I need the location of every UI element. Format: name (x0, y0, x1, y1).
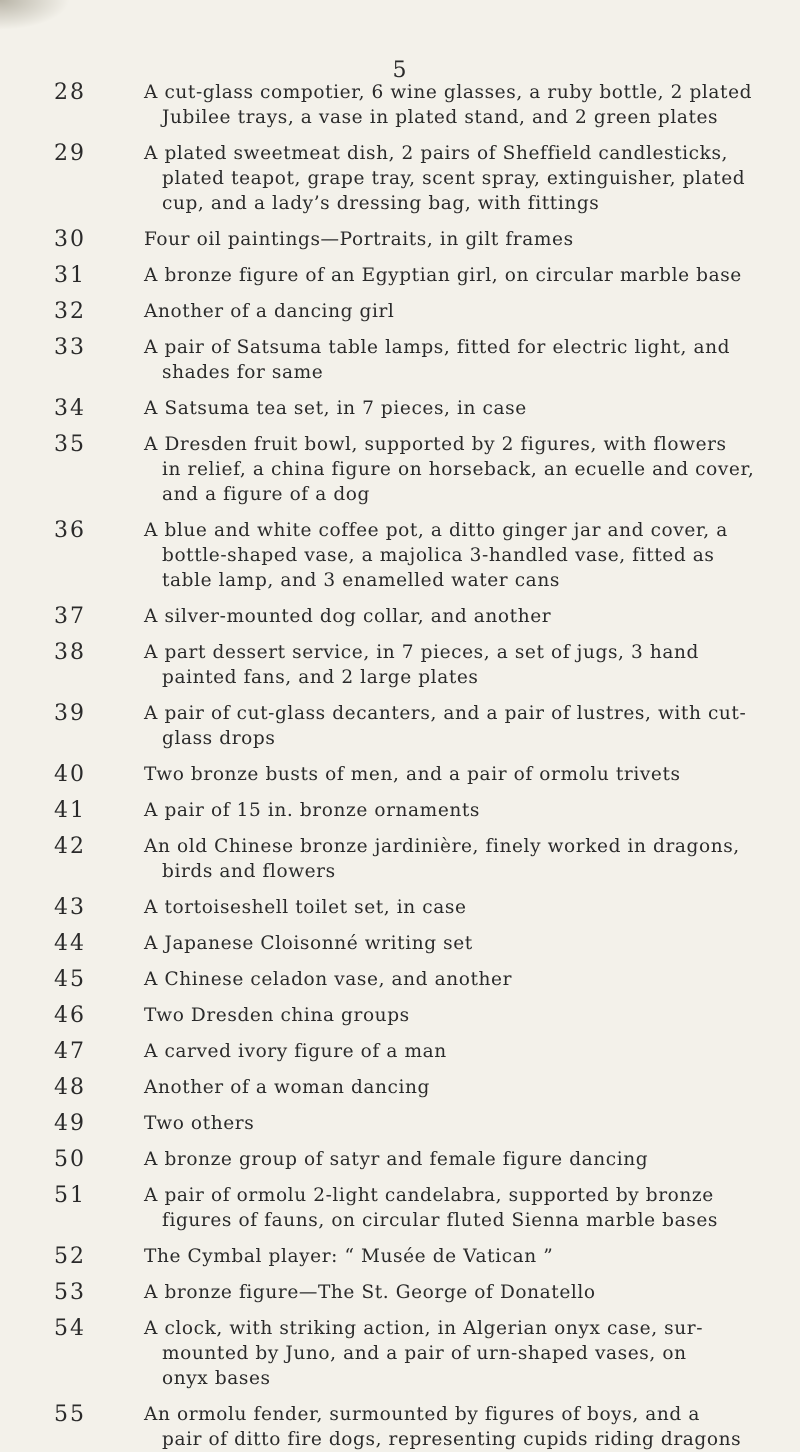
lot-number: 51 (54, 1183, 86, 1208)
lot-description-line: shades for same (162, 362, 324, 383)
lot-description-line: A bronze figure—The St. George of Donatello (144, 1282, 596, 1303)
lot-description (144, 80, 776, 130)
page-number: 5 (392, 58, 408, 83)
lot-description-line: A bronze figure of an Egyptian girl, on circular marble base (144, 265, 742, 286)
lot-description-line: Jubilee trays, a vase in plated stand, and 2 green plates (162, 107, 719, 128)
lot-number: 49 (54, 1111, 86, 1136)
lot-description-line: A plated sweetmeat dish, 2 pairs of Sheffield candlesticks, (144, 143, 729, 164)
lot-description-line: A Chinese celadon vase, and another (144, 969, 513, 990)
lot-description-line: The Cymbal player: “ Musée de Vatican ” (144, 1246, 554, 1267)
lot-number: 39 (54, 701, 86, 726)
lot-description-line: A pair of cut-glass decanters, and a pair of lustres, with cut- (144, 703, 747, 724)
lot-description (144, 1183, 776, 1233)
lot-number: 42 (54, 834, 86, 859)
lot-description (144, 263, 776, 288)
lot-description-line: and a figure of a dog (162, 484, 370, 505)
lot-description (144, 518, 776, 593)
lot-description (144, 227, 776, 252)
lot-number: 33 (54, 335, 86, 360)
lot-description (144, 834, 776, 884)
lot-description (144, 931, 776, 956)
lot-number: 31 (54, 263, 86, 288)
lot-description-line: A bronze group of satyr and female figure dancing (144, 1149, 649, 1170)
lot-description-line: painted fans, and 2 large plates (162, 667, 479, 688)
lot-number: 55 (54, 1402, 86, 1427)
lot-description (144, 701, 776, 751)
lot-description-line: A blue and white coffee pot, a ditto ginger jar and cover, a (144, 520, 728, 541)
lot-description (144, 1244, 776, 1269)
lot-description-line: Another of a woman dancing (144, 1077, 430, 1098)
lot-description-line: Two Dresden china groups (144, 1005, 410, 1026)
lot-description (144, 1147, 776, 1172)
lot-number: 32 (54, 299, 86, 324)
lot-description-line: A Dresden fruit bowl, supported by 2 figures, with flowers (144, 434, 727, 455)
lot-description (144, 798, 776, 823)
lot-description-line: figures of fauns, on circular fluted Sienna marble bases (162, 1210, 718, 1231)
lot-description (144, 1003, 776, 1028)
lot-description-line: cup, and a lady’s dressing bag, with fittings (162, 193, 600, 214)
lot-number: 54 (54, 1316, 86, 1341)
lot-number: 28 (54, 80, 86, 105)
lot-description (144, 1111, 776, 1136)
lot-description (144, 1039, 776, 1064)
lot-number: 29 (54, 141, 86, 166)
lot-description (144, 762, 776, 787)
lot-description (144, 967, 776, 992)
lot-description-line: A silver-mounted dog collar, and another (144, 606, 552, 627)
lot-description-line: A carved ivory figure of a man (144, 1041, 447, 1062)
lot-number: 52 (54, 1244, 86, 1269)
lot-number: 36 (54, 518, 86, 543)
lot-description-line: An old Chinese bronze jardinière, finely worked in dragons, (144, 836, 740, 857)
lot-description (144, 604, 776, 629)
lot-description-line: A pair of ormolu 2-light candelabra, supported by bronze (144, 1185, 714, 1206)
lot-description-line: A tortoiseshell toilet set, in case (144, 897, 467, 918)
lot-description-line: A cut-glass compotier, 6 wine glasses, a ruby bottle, 2 plated (144, 82, 753, 103)
lot-description-line: mounted by Juno, and a pair of urn-shaped vases, on (162, 1343, 687, 1364)
lot-description (144, 396, 776, 421)
lot-description-line: Four oil paintings—Portraits, in gilt frames (144, 229, 574, 250)
lot-number: 53 (54, 1280, 86, 1305)
lot-description-line: A Japanese Cloisonné writing set (144, 933, 473, 954)
lot-description-line: Two bronze busts of men, and a pair of ormolu trivets (144, 764, 681, 785)
lot-number: 45 (54, 967, 86, 992)
lot-number: 30 (54, 227, 86, 252)
lot-description (144, 1075, 776, 1100)
lot-number: 34 (54, 396, 86, 421)
lot-number: 41 (54, 798, 86, 823)
lot-description-line: glass drops (162, 728, 276, 749)
lot-number: 47 (54, 1039, 86, 1064)
lot-description-line: A pair of Satsuma table lamps, fitted for electric light, and (144, 337, 731, 358)
lot-description (144, 299, 776, 324)
lot-description-line: pair of ditto fire dogs, representing cupids riding dragons (162, 1429, 742, 1450)
lot-number: 48 (54, 1075, 86, 1100)
lot-description-line: Another of a dancing girl (144, 301, 395, 322)
lot-number: 44 (54, 931, 86, 956)
lot-description-line: A part dessert service, in 7 pieces, a set of jugs, 3 hand (144, 642, 699, 663)
lot-description-line: A clock, with striking action, in Algerian onyx case, sur- (144, 1318, 704, 1339)
page-corner-shadow (0, 0, 70, 30)
lot-description (144, 335, 776, 385)
lot-number: 46 (54, 1003, 86, 1028)
lot-number: 35 (54, 432, 86, 457)
lot-description (144, 1280, 776, 1305)
lot-description-line: bottle-shaped vase, a majolica 3-handled vase, fitted as (162, 545, 715, 566)
lot-number: 38 (54, 640, 86, 665)
lot-description-line: plated teapot, grape tray, scent spray, extinguisher, plated (162, 168, 746, 189)
lot-description (144, 141, 776, 216)
lot-description-line: A Satsuma tea set, in 7 pieces, in case (144, 398, 527, 419)
lot-number: 43 (54, 895, 86, 920)
lot-number: 40 (54, 762, 86, 787)
lot-description-line: An ormolu fender, surmounted by figures of boys, and a (144, 1404, 700, 1425)
lot-description-line: in relief, a china figure on horseback, an ecuelle and cover, (162, 459, 755, 480)
lot-description (144, 895, 776, 920)
lot-description-line: Two others (144, 1113, 255, 1134)
lot-number: 50 (54, 1147, 86, 1172)
lot-description-line: onyx bases (162, 1368, 271, 1389)
lot-description (144, 432, 776, 507)
lot-description (144, 1402, 776, 1452)
lot-description-line: birds and flowers (162, 861, 336, 882)
lot-number: 37 (54, 604, 86, 629)
lot-description-line: A pair of 15 in. bronze ornaments (144, 800, 481, 821)
lot-description (144, 640, 776, 690)
lot-description-line: table lamp, and 3 enamelled water cans (162, 570, 560, 591)
